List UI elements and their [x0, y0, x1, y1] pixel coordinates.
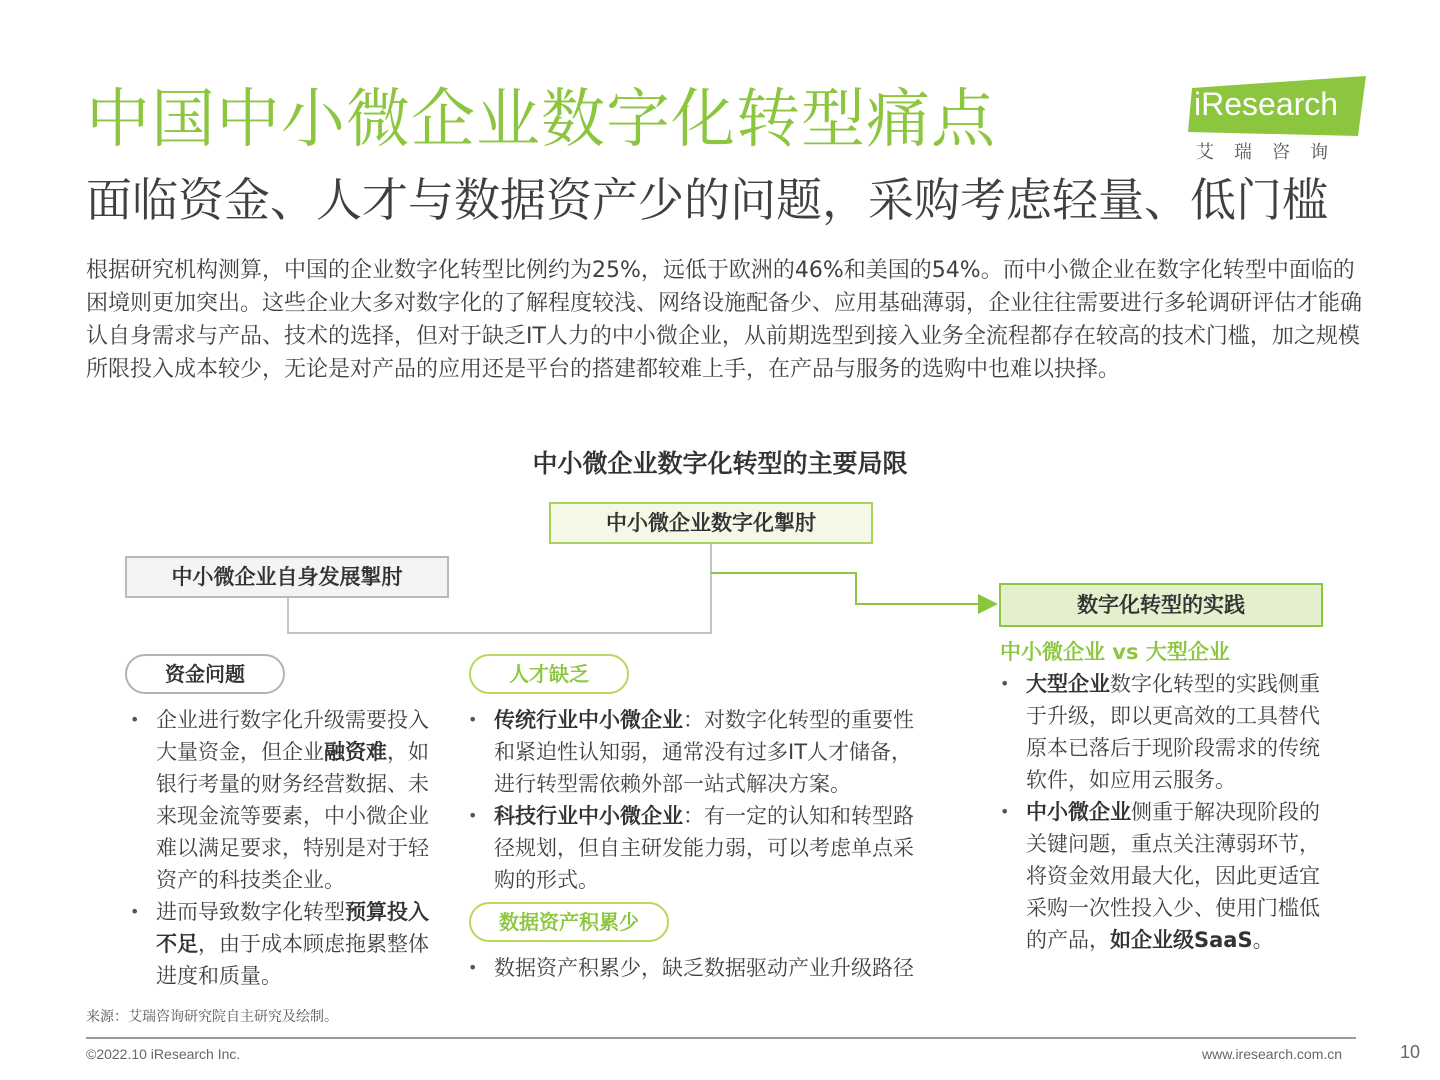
fund-bullets	[128, 704, 444, 992]
copyright-text: ©2022.10 iResearch Inc.	[86, 1046, 241, 1062]
logo-text: iResearch	[1194, 86, 1339, 122]
list-item: • 大型企业数字化转型的实践侧重于升级，即以更高效的工具替代原本已落后于现阶段需求的传统软件，如应用云服务。	[998, 668, 1332, 796]
list-item: • 传统行业中小微企业：对数字化转型的重要性和紧迫性认知弱，通常没有过多IT人才储备，进行转型需依赖外部一站式解决方案。	[466, 704, 926, 800]
source-note: 来源：艾瑞咨询研究院自主研究及绘制。	[86, 1009, 338, 1025]
vs-heading: 中小微企业 vs 大型企业	[1000, 640, 1230, 664]
data-assets-bullets	[466, 952, 946, 984]
box-digital-practice: 数字化转型的实践	[999, 583, 1323, 627]
page-subtitle: 面临资金、人才与数据资产少的问题，采购考虑轻量、低门槛	[86, 173, 1328, 227]
connector-to-practice	[711, 573, 996, 604]
box-digital-constraint: 中小微企业数字化掣肘	[549, 502, 873, 544]
logo-cn-text: 艾瑞咨询	[1196, 142, 1348, 163]
page-number: 10	[1400, 1042, 1421, 1062]
pill-fund-problem: 资金问题	[125, 654, 285, 694]
list-item: • 企业进行数字化升级需要投入大量资金，但企业融资难，如银行考量的财务经营数据、未来现金流等要素，中小微企业难以满足要求，特别是对于轻资产的科技类企业。	[128, 704, 444, 896]
footer-divider	[86, 1037, 1356, 1039]
box-self-development-constraint: 中小微企业自身发展掣肘	[125, 556, 449, 598]
practice-bullets	[998, 668, 1332, 956]
list-item: • 进而导致数字化转型预算投入不足，由于成本顾虑拖累整体进度和质量。	[128, 896, 444, 992]
list-item: • 中小微企业侧重于解决现阶段的关键问题，重点关注薄弱环节，将资金效用最大化，因此更适宜采购一次性投入少、使用门槛低的产品，如企业级SaaS。	[998, 796, 1332, 956]
pill-data-assets: 数据资产积累少	[469, 902, 669, 942]
diagram-title: 中小微企业数字化转型的主要局限	[532, 449, 908, 478]
intro-paragraph: 根据研究机构测算，中国的企业数字化转型比例约为25%，远低于欧洲的46%和美国的54%。而中小微企业在数字化转型中面临的困境则更加突出。这些企业大多对数字化的了解程度较浅、网络设施配备少、应用基础薄弱，企业往往需要进行多轮调研评估才能确认自身需求与产品、技术的选择，但对于缺乏IT人力的中小微企业，从前期选型到接入业务全流程都存在较高的技术门槛，加之规模所限投入成本较少，无论是对产品的应用还是平台的搭建都较难上手，在产品与服务的选购中也难以抉择。	[86, 258, 1363, 382]
page-title: 中国中小微企业数字化转型痛点	[86, 83, 996, 157]
list-item: • 数据资产积累少，缺乏数据驱动产业升级路径	[466, 952, 946, 984]
list-item: • 科技行业中小微企业：有一定的认知和转型路径规划，但自主研发能力弱，可以考虑单点采购的形式。	[466, 800, 926, 896]
pill-talent-shortage: 人才缺乏	[469, 654, 629, 694]
website-link[interactable]: www.iresearch.com.cn	[1202, 1046, 1343, 1062]
talent-bullets	[466, 704, 926, 896]
